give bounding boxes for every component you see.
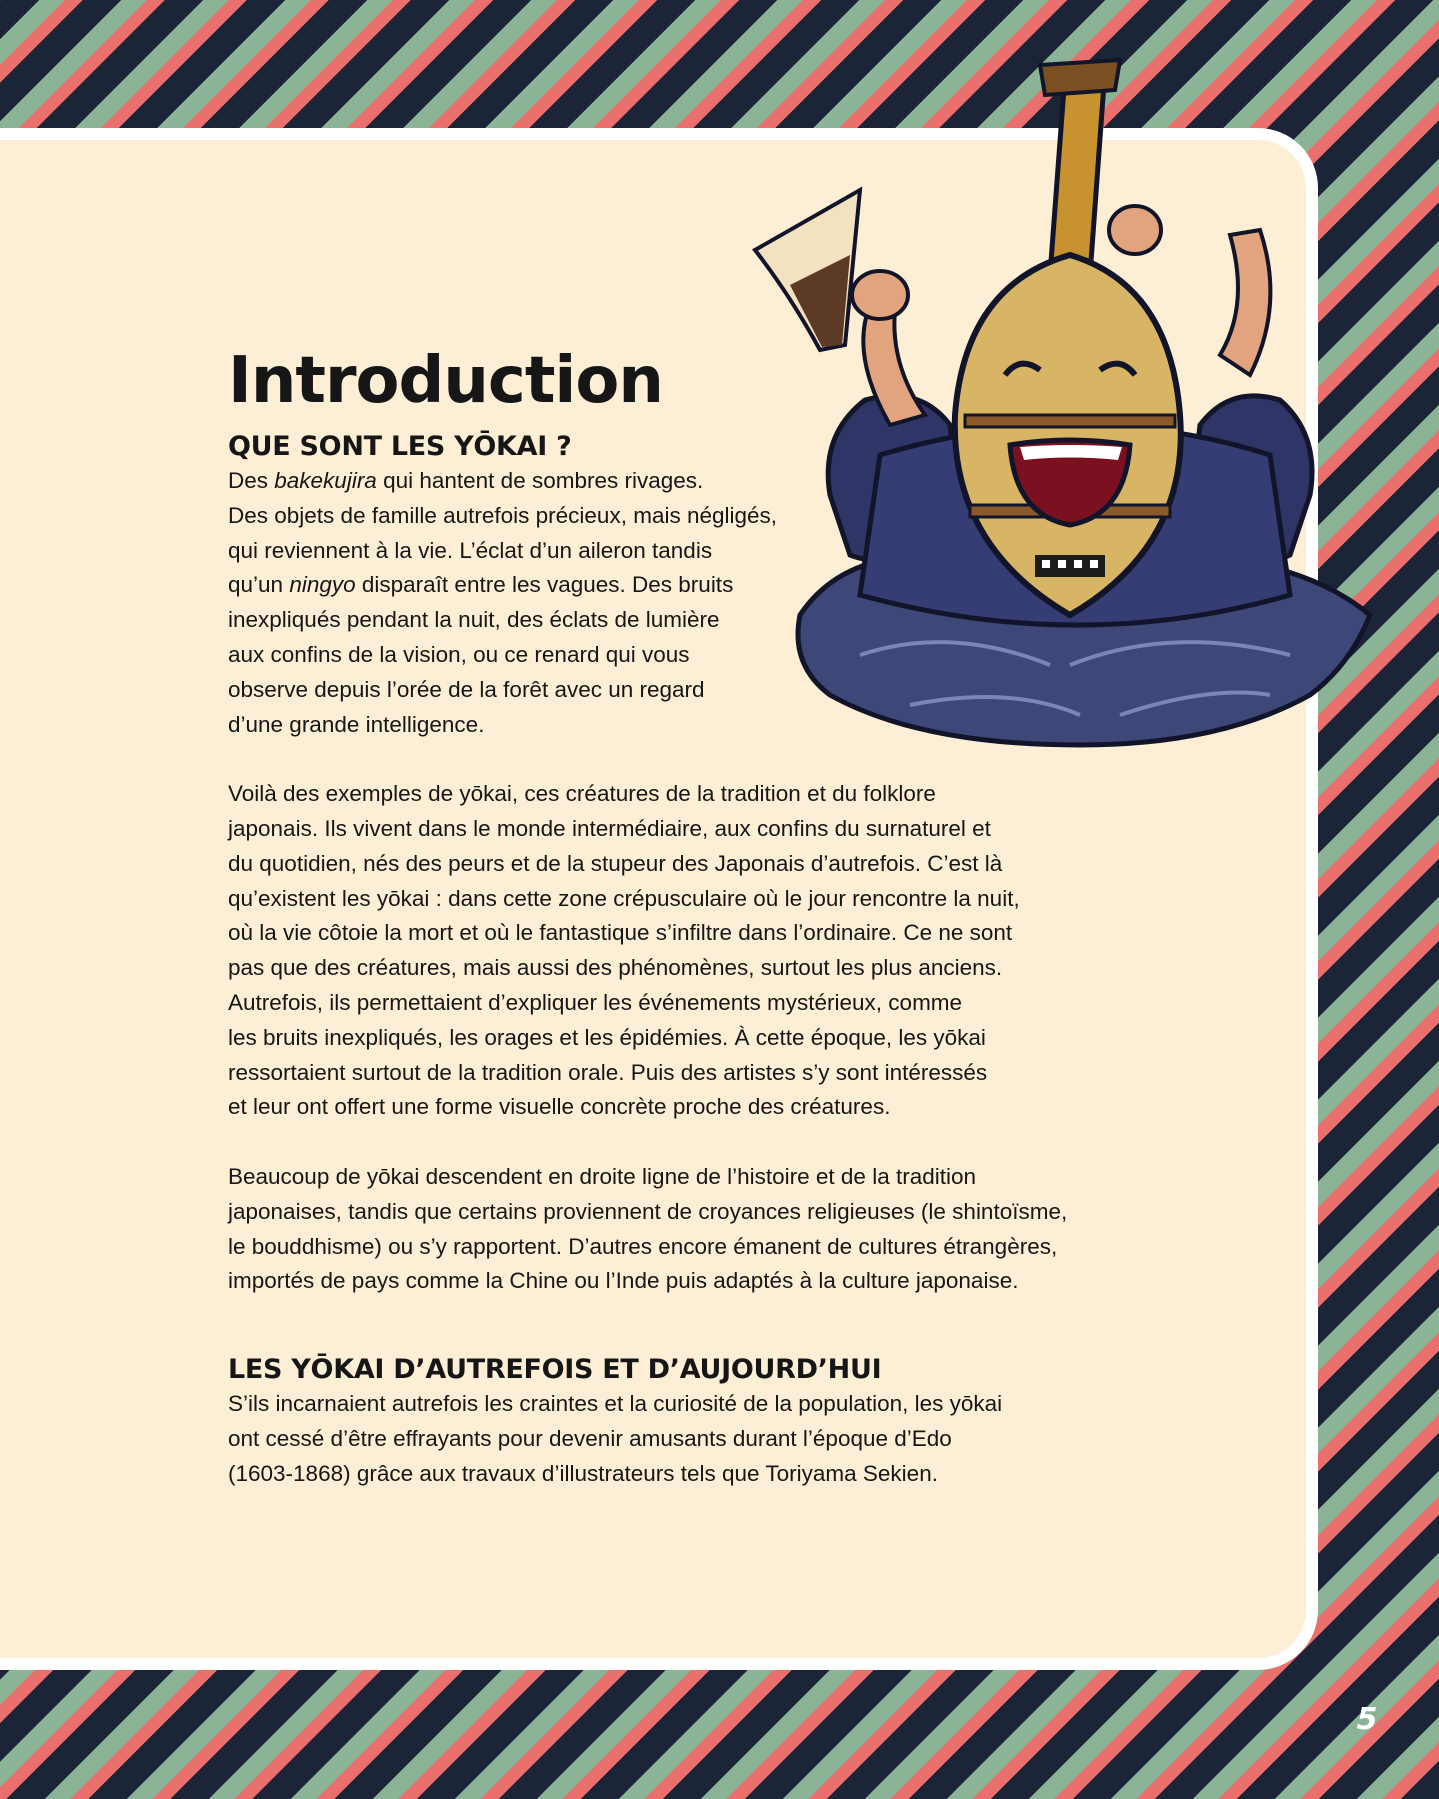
- paragraph-line: les bruits inexpliqués, les orages et les épidémies. À cette époque, les yōkai: [228, 1024, 986, 1050]
- paragraph-line: d’une grande intelligence.: [228, 711, 485, 737]
- paragraph-line: qu’existent les yōkai : dans cette zone crépusculaire où le jour rencontre la nuit,: [228, 885, 1020, 911]
- paragraph-line: Beaucoup de yōkai descendent en droite ligne de l’histoire et de la tradition: [228, 1163, 977, 1189]
- origins-paragraph: [228, 1160, 1148, 1299]
- page-title: Introduction: [228, 344, 663, 418]
- paragraph-line: Autrefois, ils permettaient d’expliquer les événements mystérieux, comme: [228, 989, 963, 1015]
- paragraph-line: (1603-1868) grâce aux travaux d’illustrateurs tels que Toriyama Sekien.: [228, 1460, 938, 1486]
- intro-paragraph: [228, 464, 1148, 742]
- paragraph-line: et leur ont offert une forme visuelle concrète proche des créatures.: [228, 1094, 891, 1120]
- paragraph-line: qu’un ningyo disparaît entre les vagues. Des bruits: [228, 572, 734, 598]
- paragraph-line: ont cessé d’être effrayants pour devenir amusants durant l’époque d’Edo: [228, 1425, 952, 1451]
- paragraph-line: le bouddhisme) ou s’y rapportent. D’autres encore émanent de cultures étrangères,: [228, 1233, 1058, 1259]
- section-heading-yokai-past-present: LES YŌKAI D’AUTREFOIS ET D’AUJOURD’HUI: [228, 1354, 882, 1386]
- paragraph-line: du quotidien, nés des peurs et de la stupeur des Japonais d’autrefois. C’est là: [228, 850, 1003, 876]
- paragraph-line: Voilà des exemples de yōkai, ces créatures de la tradition et du folklore: [228, 781, 936, 807]
- paragraph-line: S’ils incarnaient autrefois les craintes et la curiosité de la population, les yōkai: [228, 1391, 1003, 1417]
- paragraph-line: inexpliqués pendant la nuit, des éclats de lumière: [228, 607, 720, 633]
- main-content: [228, 346, 1148, 1492]
- edo-paragraph: [228, 1387, 1148, 1491]
- paragraph-line: japonaises, tandis que certains proviennent de croyances religieuses (le shintoïsme,: [228, 1198, 1068, 1224]
- paragraph-line: Des objets de famille autrefois précieux, mais négligés,: [228, 502, 778, 528]
- paragraph-line: ressortaient surtout de la tradition orale. Puis des artistes s’y sont intéressés: [228, 1059, 988, 1085]
- paragraph-line: observe depuis l’orée de la forêt avec un regard: [228, 676, 705, 702]
- section-heading-what-are-yokai: QUE SONT LES YŌKAI ?: [228, 431, 572, 462]
- paragraph-line: importés de pays comme la Chine ou l’Inde puis adaptés à la culture japonaise.: [228, 1268, 1019, 1294]
- paragraph-line: pas que des créatures, mais aussi des phénomènes, surtout les plus anciens.: [228, 955, 1003, 981]
- page-number: 5: [1356, 1702, 1378, 1737]
- paragraph-line: qui reviennent à la vie. L’éclat d’un aileron tandis: [228, 537, 713, 563]
- paragraph-line: japonais. Ils vivent dans le monde intermédiaire, aux confins du surnaturel et: [228, 815, 991, 841]
- examples-paragraph: [228, 777, 1148, 1125]
- paragraph-line: Des bakekujira qui hantent de sombres rivages.: [228, 468, 704, 493]
- paragraph-line: où la vie côtoie la mort et où le fantastique s’infiltre dans l’ordinaire. Ce ne sont: [228, 920, 1013, 946]
- paragraph-line: aux confins de la vision, ou ce renard qui vous: [228, 641, 690, 667]
